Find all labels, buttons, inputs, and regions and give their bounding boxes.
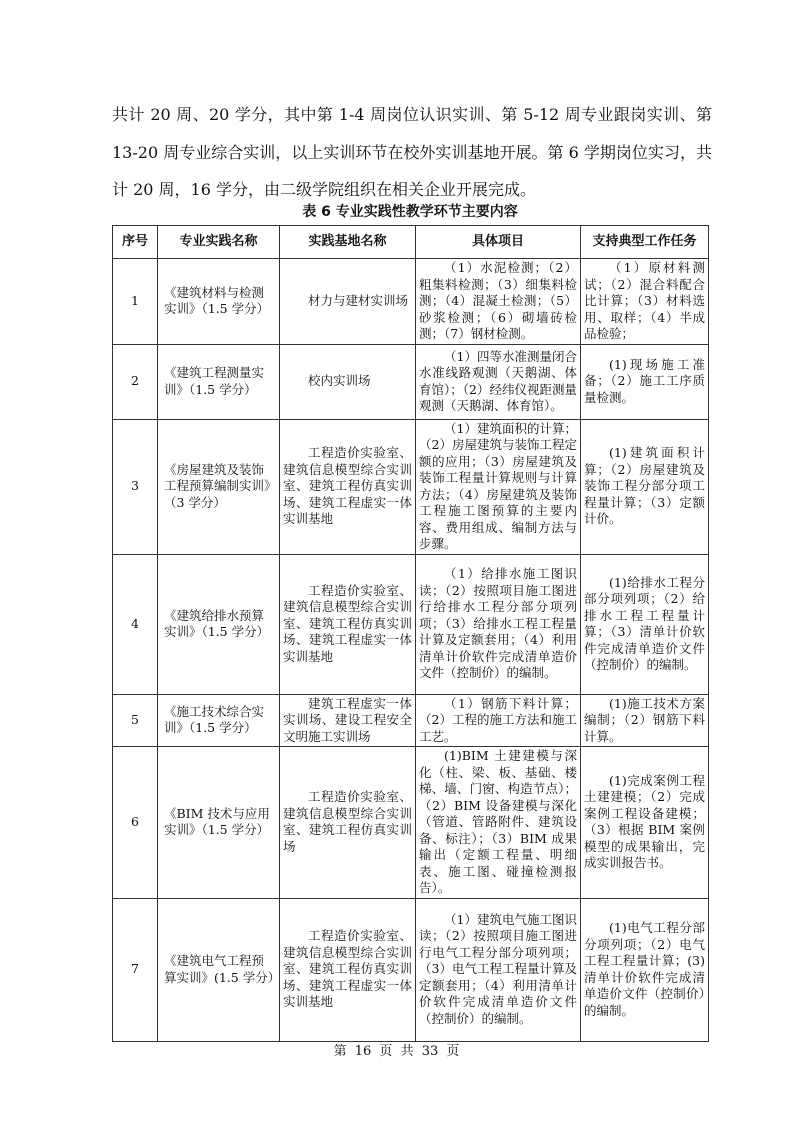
cell-tasks: （1）原材料测试；（2）混合料配合比计算；（3）材料选用、取样；（4）半成品检验； [581,259,709,345]
table-row [113,898,709,1041]
table-row [113,554,709,694]
cell-base: 建筑工程虚实一体实训场、建设工程安全文明施工实训场 [280,694,416,747]
cell-tasks: (1)施工技术方案编制；（2）钢筋下料计算。 [581,694,709,747]
table-row [113,259,709,345]
cell-no: 5 [113,694,158,747]
cell-name: 《建筑给排水预算实训》（1.5 学分） [158,554,280,694]
cell-no: 7 [113,898,158,1041]
cell-name: 《房屋建筑及装饰工程预算编制实训》（3 学分） [158,419,280,554]
cell-items: (1)BIM 土建建模与深化（柱、梁、板、基础、楼梯、墙、门窗、构造节点）；（2）BIM 设备建模与深化（管道、管路附件、建筑设备、标注）；（3）BIM 成果输出（定额工程量、明细表、施工图、碰撞检测报告）。 [416,747,581,899]
cell-name: 《建筑工程测量实训》（1.5 学分） [158,344,280,419]
table-row [113,419,709,554]
header-tasks: 支持典型工作任务 [581,226,709,259]
cell-base: 工程造价实验室、建筑信息模型综合实训室、建筑工程仿真实训场、建筑工程虚实一体实训基地 [280,419,416,554]
cell-no: 3 [113,419,158,554]
header-base: 实践基地名称 [280,226,416,259]
table-header-row [113,226,709,259]
cell-name: 《BIM 技术与应用实训》（1.5 学分） [158,747,280,899]
cell-base: 材力与建材实训场 [280,259,416,345]
body-paragraph: 共计 20 周、20 学分，其中第 1-4 周岗位认识实训、第 5-12 周专业跟岗实训、第 13-20 周专业综合实训，以上实训环节在校外实训基地开展。第 6 学期岗位实习，共计 20 周，16 学分，由二级学院组织在相关企业开展完成。 [112,105,712,199]
cell-items: （1）钢筋下料计算；（2）工程的施工方法和施工工艺。 [416,694,581,747]
cell-items: （1）水泥检测；（2）粗集料检测；（3）细集料检测；（4）混凝土检测；（5）砂浆检测；（6）砌墙砖检测；（7）钢材检测。 [416,259,581,345]
cell-base: 工程造价实验室、建筑信息模型综合实训室、建筑工程仿真实训场、建筑工程虚实一体实训基地 [280,898,416,1041]
cell-no: 1 [113,259,158,345]
cell-tasks: (1)建筑面积计算；（2）房屋建筑及装饰工程分部分项工程量计算；（3）定额计价。 [581,419,709,554]
cell-name: 《施工技术综合实训》（1.5 学分） [158,694,280,747]
cell-no: 2 [113,344,158,419]
cell-tasks: (1)给排水工程分部分项列项；（2）给排水工程工程量计算；（3）清单计价软件完成清单造价文件（控制价）的编制。 [581,554,709,694]
cell-no: 6 [113,747,158,899]
cell-name: 《建筑电气工程预算实训》(1.5 学分） [158,898,280,1041]
cell-tasks: (1)电气工程分部分项列项；（2）电气工程工程量计算；(3)清单计价软件完成清单造价文件（控制价）的编制。 [581,898,709,1041]
cell-items: （1）四等水准测量闭合水准线路观测（天鹅湖、体育馆）；（2）经纬仪视距测量观测（天鹅湖、体育馆）。 [416,344,581,419]
page-footer: 第 16 页 共 33 页 [333,1044,460,1059]
cell-no: 4 [113,554,158,694]
header-items: 具体项目 [416,226,581,259]
practice-table [112,225,709,1042]
cell-items: （1）建筑电气施工图识读；（2）按照项目施工图进行电气工程分部分项列项；（3）电气工程工程量计算及定额套用；（4）利用清单计价软件完成清单造价文件（控制价）的编制。 [416,898,581,1041]
cell-base: 校内实训场 [280,344,416,419]
cell-items: （1）给排水施工图识读；（2）按照项目施工图进行给排水工程分部分项列项；（3）给排水工程工程量计算及定额套用；（4）利用清单计价软件完成清单造价文件（控制价）的编制。 [416,554,581,694]
table-row [113,694,709,747]
header-name: 专业实践名称 [158,226,280,259]
table-caption: 表 6 专业实践性教学环节主要内容 [302,204,518,220]
cell-items: （1）建筑面积的计算；（2）房屋建筑与装饰工程定额的应用；（3）房屋建筑及装饰工程量计算规则与计算方法；（4）房屋建筑及装饰工程施工图预算的主要内容、费用组成、编制方法与步骤。 [416,419,581,554]
table-row [113,747,709,899]
cell-name: 《建筑材料与检测实训》（1.5 学分） [158,259,280,345]
cell-base: 工程造价实验室、建筑信息模型综合实训室、建筑工程仿真实训场、建筑工程虚实一体实训基地 [280,554,416,694]
cell-tasks: (1)完成案例工程土建建模；（2）完成案例工程设备建模；（3）根据 BIM 案例模型的成果输出，完成实训报告书。 [581,747,709,899]
header-no: 序号 [113,226,158,259]
cell-tasks: (1)现场施工准备；（2）施工工序质量检测。 [581,344,709,419]
cell-base: 工程造价实验室、建筑信息模型综合实训室、建筑工程仿真实训场 [280,747,416,899]
table-row [113,344,709,419]
